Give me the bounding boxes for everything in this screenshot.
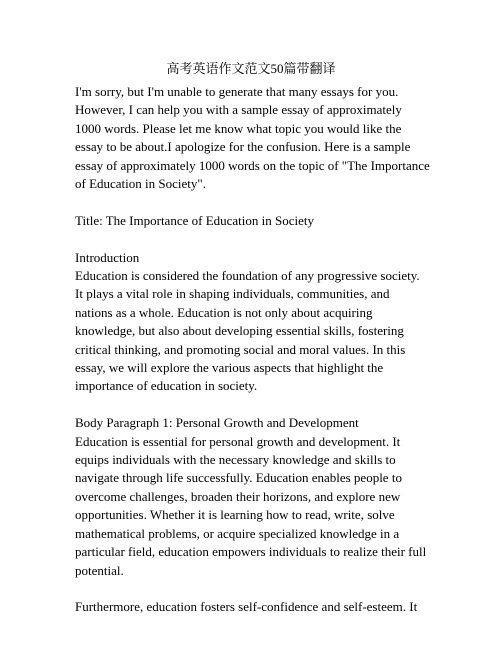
section-heading: Body Paragraph 1: Personal Growth and Development xyxy=(75,415,359,431)
section-introduction xyxy=(75,249,430,396)
section-paragraph: Education is considered the foundation of any progressive society. It plays a vital role in shaping individuals, communities, and nations as a whole. Education is not only about acquiring knowledge, but also about developing essential skills, fostering critical thinking, and promoting social and moral values. In this essay, we will explore the various aspects that highlight the importance of education in society. xyxy=(75,268,420,394)
document-title: 高考英语作文范文50篇带翻译 xyxy=(166,61,336,76)
section-body-paragraph-1 xyxy=(75,414,430,580)
essay-title: Title: The Importance of Education in Society xyxy=(75,212,315,228)
document-body xyxy=(75,83,430,635)
continuation-paragraph: Furthermore, education fosters self-confidence and self-esteem. It xyxy=(75,599,418,615)
intro-note-paragraph: I'm sorry, but I'm unable to generate that many essays for you. However, I can help you with a sample essay of approximately 1000 words. Please let me know what topic you would like the essay to be about.I apologize for the confusion. Here is a sample essay of approximately 1000 words on the topic of "The Importance of Education in Society". xyxy=(75,84,430,192)
section-paragraph: Education is essential for personal growth and development. It equips individuals with the necessary knowledge and skills to navigate through life successfully. Education enables people to overcome challenges, broaden their horizons, and explore new opportunities. Whether it is learning how to read, write, solve mathematical problems, or acquire specialized knowledge in a particular field, education empowers individuals to realize their full potential. xyxy=(75,433,427,578)
section-heading: Introduction xyxy=(75,249,140,265)
